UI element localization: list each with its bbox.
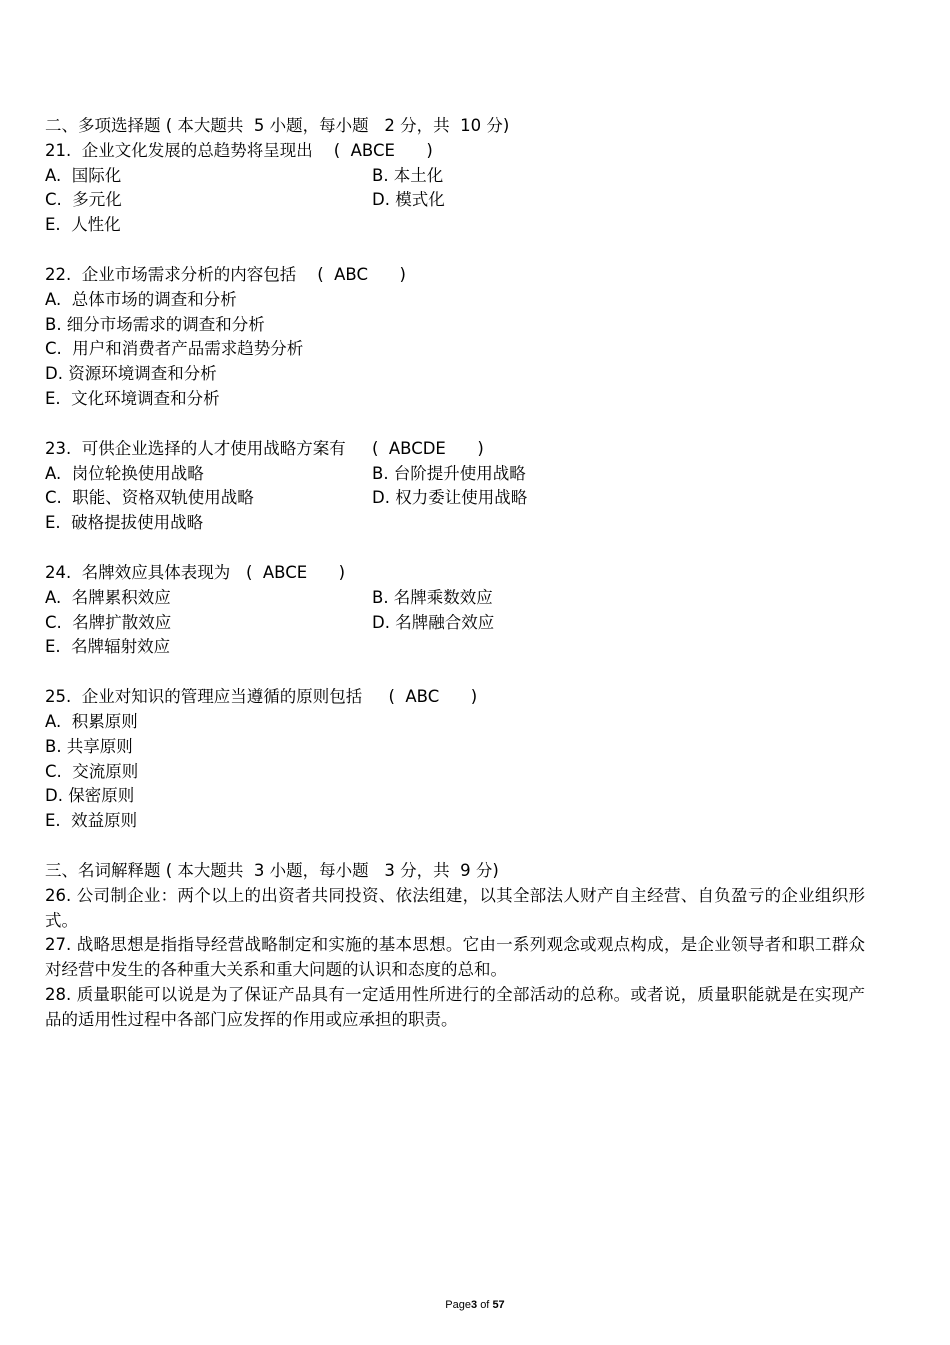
question-24-stem: 24. 名牌效应具体表现为 ( ABCE ) <box>45 562 346 582</box>
question-22-option-b: B. 细分市场需求的调查和分析 <box>45 314 265 334</box>
question-21-option-e: E. 人性化 <box>45 215 121 235</box>
term-28: 28. 质量职能可以说是为了保证产品具有一定适用性所进行的全部活动的总称。或者说，质量职能就是在实现产品的适用性过程中各部门应发挥的作用或应承担的职责。 <box>45 984 865 1029</box>
question-21-options-row-1 <box>45 164 865 189</box>
question-24-option-c: C. 名牌扩散效应 <box>45 612 172 632</box>
question-21-option-d: D. 模式化 <box>372 190 445 210</box>
footer-page-total: 57 <box>492 1299 505 1311</box>
page-content <box>45 114 865 1033</box>
spacer <box>45 412 865 437</box>
question-23-option-b: B. 台阶提升使用战略 <box>372 463 526 483</box>
question-21-options-row-2 <box>45 188 865 213</box>
footer-page-number: 3 <box>471 1299 478 1311</box>
spacer <box>45 834 865 859</box>
question-24-option-e: E. 名牌辐射效应 <box>45 637 171 657</box>
question-23-option-d: D. 权力委让使用战略 <box>372 488 528 508</box>
question-24-option-b: B. 名牌乘数效应 <box>372 587 493 607</box>
spacer <box>45 238 865 263</box>
question-21-option-b: B. 本土化 <box>372 165 444 185</box>
term-26: 26. 公司制企业：两个以上的出资者共同投资、依法组建，以其全部法人财产自主经营、自负盈亏的企业组织形式。 <box>45 885 865 930</box>
question-23-option-e: E. 破格提拔使用战略 <box>45 513 204 533</box>
footer-of: of <box>480 1299 490 1311</box>
question-25-option-e: E. 效益原则 <box>45 811 138 831</box>
question-24-option-d: D. 名牌融合效应 <box>372 612 495 632</box>
page-footer <box>0 1299 950 1311</box>
question-23-options-row-2 <box>45 486 865 511</box>
question-23-option-c: C. 职能、资格双轨使用战略 <box>45 488 254 508</box>
section-heading-multiple-choice: 二、多项选择题 ( 本大题共 5 小题，每小题 2 分，共 10 分) <box>45 116 510 135</box>
question-21-option-c: C. 多元化 <box>45 190 122 210</box>
question-22-option-a: A. 总体市场的调查和分析 <box>45 289 237 309</box>
question-24-option-a: A. 名牌累积效应 <box>45 587 171 607</box>
question-25-stem: 25. 企业对知识的管理应当遵循的原则包括 ( ABC ) <box>45 687 478 707</box>
question-24-options-row-1 <box>45 586 865 611</box>
section-heading-term-explanation: 三、名词解释题 ( 本大题共 3 小题，每小题 3 分，共 9 分) <box>45 860 499 880</box>
question-25-option-d: D. 保密原则 <box>45 786 135 806</box>
question-21-option-a: A. 国际化 <box>45 165 122 185</box>
question-21-stem: 21. 企业文化发展的总趋势将呈现出 ( ABCE ) <box>45 140 433 160</box>
question-23-stem: 23. 可供企业选择的人才使用战略方案有 ( ABCDE ) <box>45 438 484 458</box>
question-22-option-d: D. 资源环境调查和分析 <box>45 364 217 384</box>
question-22-option-c: C. 用户和消费者产品需求趋势分析 <box>45 339 304 359</box>
footer-page-prefix: Page <box>445 1299 471 1311</box>
question-22-option-e: E. 文化环境调查和分析 <box>45 388 220 408</box>
question-25-option-b: B. 共享原则 <box>45 736 133 756</box>
question-24-options-row-2 <box>45 611 865 636</box>
question-22-stem: 22. 企业市场需求分析的内容包括 ( ABC ) <box>45 264 406 284</box>
spacer <box>45 536 865 561</box>
question-25-option-a: A. 积累原则 <box>45 711 138 731</box>
spacer <box>45 660 865 685</box>
question-23-option-a: A. 岗位轮换使用战略 <box>45 463 204 483</box>
question-25-option-c: C. 交流原则 <box>45 761 139 781</box>
term-27: 27. 战略思想是指指导经营战略制定和实施的基本思想。它由一系列观念或观点构成，是企业领导者和职工群众对经营中发生的各种重大关系和重大问题的认识和态度的总和。 <box>45 935 865 980</box>
question-23-options-row-1 <box>45 462 865 487</box>
